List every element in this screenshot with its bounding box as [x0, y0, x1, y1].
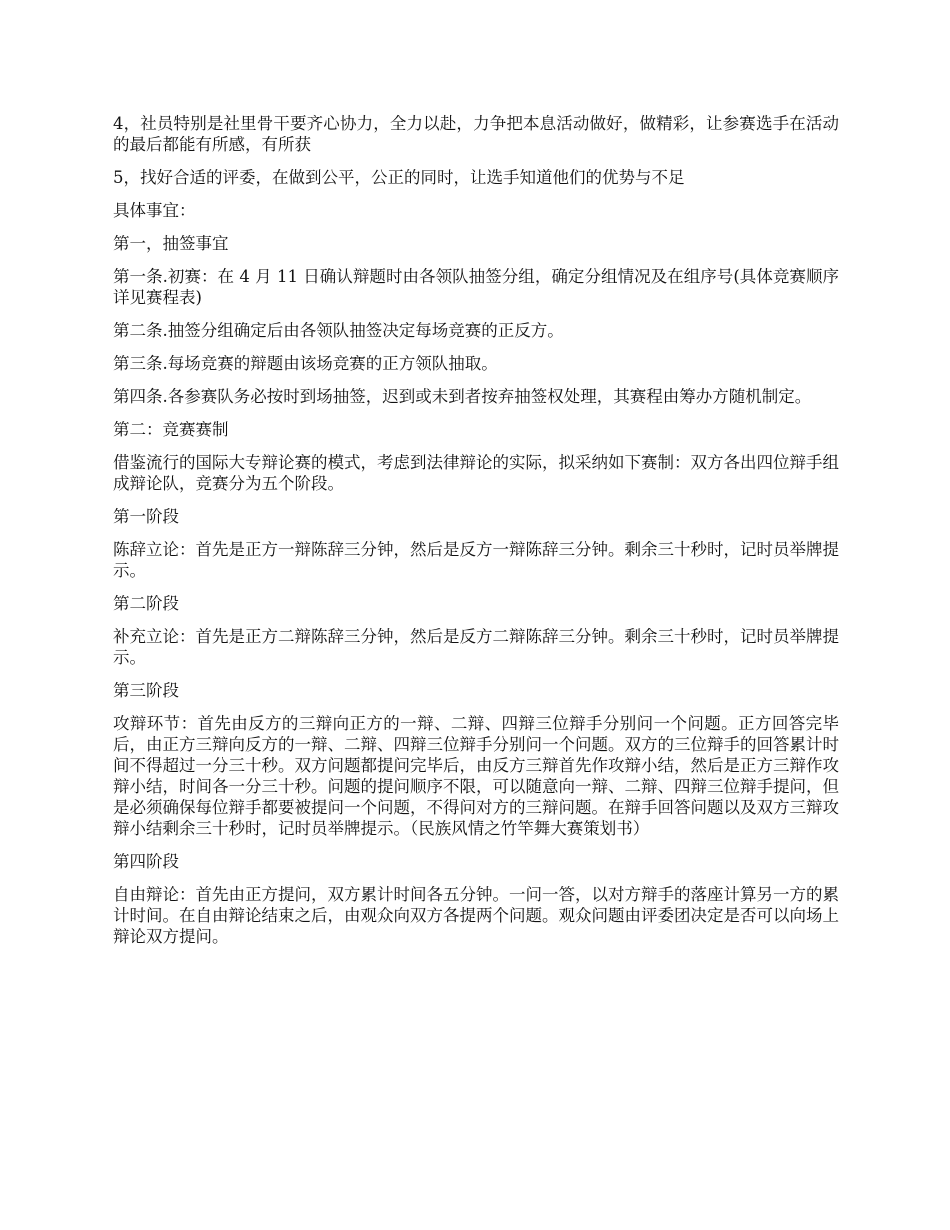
paragraph-section-format: 第二：竞赛赛制 — [113, 420, 229, 439]
paragraph-article-3: 第三条.每场竞赛的辩题由该场竞赛的正方领队抽取。 — [113, 354, 498, 373]
paragraph-stage-1-heading: 第一阶段 — [113, 507, 179, 526]
paragraph-stage-3-heading: 第三阶段 — [113, 681, 179, 700]
document-page — [113, 113, 839, 959]
paragraph-goal-4: 4，社员特别是社里骨干要齐心协力，全力以赴，力争把本息活动做好，做精彩，让参赛选手在活动的最后都能有所感，有所获 — [113, 114, 839, 154]
paragraph-stage-4-heading: 第四阶段 — [113, 852, 179, 871]
paragraph-article-1: 第一条.初赛：在 4 月 11 日确认辩题时由各领队抽签分组，确定分组情况及在组序号(具体竞赛顺序详见赛程表) — [113, 267, 839, 307]
paragraph-stage-2-heading: 第二阶段 — [113, 594, 179, 613]
paragraph-details-heading: 具体事宜： — [113, 201, 196, 220]
paragraph-article-2: 第二条.抽签分组确定后由各领队抽签决定每场竞赛的正反方。 — [113, 321, 564, 340]
paragraph-stage-1-body: 陈辞立论：首先是正方一辩陈辞三分钟，然后是反方一辩陈辞三分钟。剩余三十秒时，记时员举牌提示。 — [113, 540, 839, 580]
paragraph-section-draw: 第一，抽签事宜 — [113, 234, 229, 253]
paragraph-format-intro: 借鉴流行的国际大专辩论赛的模式，考虑到法律辩论的实际，拟采纳如下赛制：双方各出四位辩手组成辩论队，竞赛分为五个阶段。 — [113, 453, 839, 493]
paragraph-stage-3-body: 攻辩环节：首先由反方的三辩向正方的一辩、二辩、四辩三位辩手分别问一个问题。正方回答完毕后，由正方三辩向反方的一辩、二辩、四辩三位辩手分别问一个问题。双方的三位辩手的回答累计时间不得超过一分三十秒。双方问题都提问完毕后，由反方三辩首先作攻辩小结，然后是正方三辩作攻辩小结，时间各一分三十秒。问题的提问顺序不限，可以随意向一辩、二辩、四辩三位辩手提问，但是必须确保每位辩手都要被提问一个问题，不得问对方的三辩问题。在辩手回答问题以及双方三辩攻辩小结剩余三十秒时，记时员举牌提示。（民族风情之竹竿舞大赛策划书） — [113, 714, 839, 838]
paragraph-goal-5: 5，找好合适的评委，在做到公平，公正的同时，让选手知道他们的优势与不足 — [113, 168, 685, 187]
paragraph-stage-4-body: 自由辩论：首先由正方提问，双方累计时间各五分钟。一问一答，以对方辩手的落座计算另一方的累计时间。在自由辩论结束之后，由观众向双方各提两个问题。观众问题由评委团决定是否可以向场上辩论双方提问。 — [113, 885, 839, 946]
paragraph-stage-2-body: 补充立论：首先是正方二辩陈辞三分钟，然后是反方二辩陈辞三分钟。剩余三十秒时，记时员举牌提示。 — [113, 627, 839, 667]
paragraph-article-4: 第四条.各参赛队务必按时到场抽签，迟到或未到者按弃抽签权处理，其赛程由筹办方随机制定。 — [113, 387, 812, 406]
